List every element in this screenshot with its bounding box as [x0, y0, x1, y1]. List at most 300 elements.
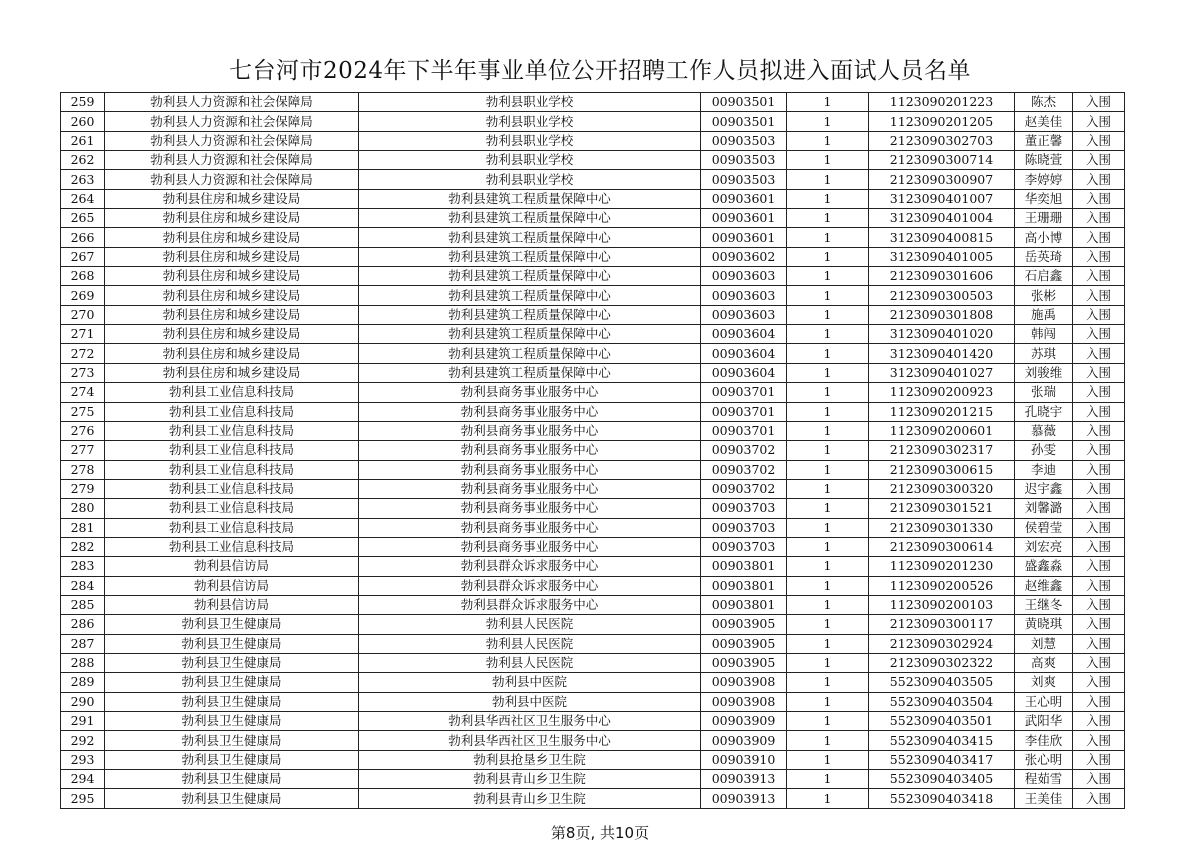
- cell-department: 勃利县信访局: [105, 557, 359, 576]
- cell-unit: 勃利县商务事业服务中心: [359, 402, 701, 421]
- cell-position-code: 00903913: [701, 770, 787, 789]
- cell-unit: 勃利县建筑工程质量保障中心: [359, 305, 701, 324]
- cell-department: 勃利县信访局: [105, 576, 359, 595]
- table-row: [61, 402, 1125, 421]
- table-row: [61, 479, 1125, 498]
- cell-exam-number: 1123090201215: [869, 402, 1015, 421]
- table-row: [61, 131, 1125, 150]
- cell-department: 勃利县人力资源和社会保障局: [105, 93, 359, 112]
- page-number: 第8页, 共10页: [550, 824, 650, 842]
- cell-exam-number: 1123090200526: [869, 576, 1015, 595]
- cell-quota: 1: [787, 228, 869, 247]
- cell-exam-number: 5523090403504: [869, 692, 1015, 711]
- cell-unit: 勃利县商务事业服务中心: [359, 499, 701, 518]
- cell-seq: 267: [61, 247, 105, 266]
- cell-position-code: 00903601: [701, 228, 787, 247]
- cell-quota: 1: [787, 460, 869, 479]
- cell-position-code: 00903603: [701, 305, 787, 324]
- cell-exam-number: 3123090401007: [869, 189, 1015, 208]
- cell-result: 入围: [1073, 460, 1125, 479]
- cell-seq: 285: [61, 595, 105, 614]
- cell-position-code: 00903905: [701, 634, 787, 653]
- table-row: [61, 247, 1125, 266]
- cell-seq: 284: [61, 576, 105, 595]
- cell-name: 李佳欣: [1015, 731, 1073, 750]
- cell-unit: 勃利县人民医院: [359, 653, 701, 672]
- cell-position-code: 00903503: [701, 170, 787, 189]
- cell-name: 武阳华: [1015, 712, 1073, 731]
- cell-unit: 勃利县人民医院: [359, 615, 701, 634]
- cell-position-code: 00903604: [701, 325, 787, 344]
- cell-name: 盛鑫淼: [1015, 557, 1073, 576]
- cell-seq: 262: [61, 151, 105, 170]
- cell-department: 勃利县卫生健康局: [105, 692, 359, 711]
- cell-name: 刘馨潞: [1015, 499, 1073, 518]
- cell-quota: 1: [787, 673, 869, 692]
- cell-exam-number: 2123090300320: [869, 479, 1015, 498]
- table-row: [61, 170, 1125, 189]
- table-row: [61, 344, 1125, 363]
- cell-name: 王珊珊: [1015, 209, 1073, 228]
- cell-unit: 勃利县商务事业服务中心: [359, 518, 701, 537]
- cell-result: 入围: [1073, 402, 1125, 421]
- table-row: [61, 460, 1125, 479]
- cell-seq: 292: [61, 731, 105, 750]
- candidate-table: [60, 92, 1125, 809]
- cell-unit: 勃利县建筑工程质量保障中心: [359, 325, 701, 344]
- cell-result: 入围: [1073, 383, 1125, 402]
- cell-department: 勃利县工业信息科技局: [105, 421, 359, 440]
- cell-result: 入围: [1073, 518, 1125, 537]
- cell-exam-number: 1123090200923: [869, 383, 1015, 402]
- cell-seq: 279: [61, 479, 105, 498]
- cell-result: 入围: [1073, 615, 1125, 634]
- cell-exam-number: 2123090300714: [869, 151, 1015, 170]
- table-row: [61, 595, 1125, 614]
- cell-position-code: 00903801: [701, 557, 787, 576]
- cell-unit: 勃利县群众诉求服务中心: [359, 576, 701, 595]
- cell-department: 勃利县住房和城乡建设局: [105, 209, 359, 228]
- cell-department: 勃利县住房和城乡建设局: [105, 228, 359, 247]
- cell-seq: 286: [61, 615, 105, 634]
- cell-exam-number: 3123090401027: [869, 363, 1015, 382]
- cell-unit: 勃利县群众诉求服务中心: [359, 595, 701, 614]
- cell-quota: 1: [787, 576, 869, 595]
- cell-department: 勃利县住房和城乡建设局: [105, 267, 359, 286]
- cell-seq: 291: [61, 712, 105, 731]
- cell-position-code: 00903701: [701, 383, 787, 402]
- cell-quota: 1: [787, 93, 869, 112]
- cell-position-code: 00903601: [701, 209, 787, 228]
- cell-exam-number: 1123090200601: [869, 421, 1015, 440]
- cell-quota: 1: [787, 770, 869, 789]
- cell-result: 入围: [1073, 209, 1125, 228]
- cell-name: 高小博: [1015, 228, 1073, 247]
- cell-unit: 勃利县商务事业服务中心: [359, 441, 701, 460]
- table-row: [61, 518, 1125, 537]
- cell-quota: 1: [787, 518, 869, 537]
- cell-position-code: 00903501: [701, 93, 787, 112]
- table-row: [61, 363, 1125, 382]
- cell-quota: 1: [787, 189, 869, 208]
- cell-name: 孔晓宇: [1015, 402, 1073, 421]
- cell-result: 入围: [1073, 286, 1125, 305]
- cell-unit: 勃利县职业学校: [359, 93, 701, 112]
- cell-name: 刘爽: [1015, 673, 1073, 692]
- table-row: [61, 112, 1125, 131]
- cell-name: 黄晓琪: [1015, 615, 1073, 634]
- cell-seq: 259: [61, 93, 105, 112]
- cell-name: 张瑞: [1015, 383, 1073, 402]
- cell-seq: 270: [61, 305, 105, 324]
- cell-quota: 1: [787, 151, 869, 170]
- cell-seq: 281: [61, 518, 105, 537]
- cell-result: 入围: [1073, 731, 1125, 750]
- cell-name: 岳英琦: [1015, 247, 1073, 266]
- table-row: [61, 692, 1125, 711]
- cell-quota: 1: [787, 402, 869, 421]
- cell-result: 入围: [1073, 112, 1125, 131]
- cell-seq: 275: [61, 402, 105, 421]
- cell-quota: 1: [787, 499, 869, 518]
- cell-unit: 勃利县中医院: [359, 692, 701, 711]
- table-row: [61, 750, 1125, 769]
- cell-name: 陈晓萱: [1015, 151, 1073, 170]
- cell-department: 勃利县卫生健康局: [105, 789, 359, 808]
- cell-seq: 288: [61, 653, 105, 672]
- cell-exam-number: 2123090300117: [869, 615, 1015, 634]
- cell-position-code: 00903503: [701, 151, 787, 170]
- cell-quota: 1: [787, 615, 869, 634]
- table-row: [61, 228, 1125, 247]
- cell-position-code: 00903703: [701, 499, 787, 518]
- cell-name: 王继冬: [1015, 595, 1073, 614]
- cell-name: 王心明: [1015, 692, 1073, 711]
- cell-name: 韩闯: [1015, 325, 1073, 344]
- cell-position-code: 00903702: [701, 479, 787, 498]
- table-row: [61, 209, 1125, 228]
- cell-quota: 1: [787, 750, 869, 769]
- cell-exam-number: 5523090403418: [869, 789, 1015, 808]
- cell-department: 勃利县工业信息科技局: [105, 537, 359, 556]
- cell-name: 张彬: [1015, 286, 1073, 305]
- cell-seq: 274: [61, 383, 105, 402]
- cell-department: 勃利县住房和城乡建设局: [105, 363, 359, 382]
- cell-result: 入围: [1073, 595, 1125, 614]
- cell-quota: 1: [787, 247, 869, 266]
- cell-department: 勃利县住房和城乡建设局: [105, 325, 359, 344]
- cell-seq: 273: [61, 363, 105, 382]
- cell-exam-number: 3123090400815: [869, 228, 1015, 247]
- cell-seq: 269: [61, 286, 105, 305]
- cell-exam-number: 2123090300615: [869, 460, 1015, 479]
- cell-department: 勃利县住房和城乡建设局: [105, 286, 359, 305]
- cell-department: 勃利县信访局: [105, 595, 359, 614]
- table-row: [61, 731, 1125, 750]
- table-row: [61, 557, 1125, 576]
- cell-exam-number: 2123090301521: [869, 499, 1015, 518]
- cell-department: 勃利县工业信息科技局: [105, 402, 359, 421]
- cell-result: 入围: [1073, 228, 1125, 247]
- cell-result: 入围: [1073, 151, 1125, 170]
- cell-department: 勃利县人力资源和社会保障局: [105, 170, 359, 189]
- table-row: [61, 770, 1125, 789]
- cell-exam-number: 2123090301606: [869, 267, 1015, 286]
- cell-position-code: 00903702: [701, 441, 787, 460]
- cell-position-code: 00903703: [701, 518, 787, 537]
- cell-unit: 勃利县抢垦乡卫生院: [359, 750, 701, 769]
- cell-unit: 勃利县职业学校: [359, 131, 701, 150]
- cell-quota: 1: [787, 634, 869, 653]
- table-row: [61, 615, 1125, 634]
- cell-unit: 勃利县商务事业服务中心: [359, 383, 701, 402]
- cell-unit: 勃利县职业学校: [359, 151, 701, 170]
- cell-position-code: 00903603: [701, 286, 787, 305]
- cell-result: 入围: [1073, 344, 1125, 363]
- cell-quota: 1: [787, 267, 869, 286]
- cell-result: 入围: [1073, 712, 1125, 731]
- cell-quota: 1: [787, 595, 869, 614]
- cell-result: 入围: [1073, 634, 1125, 653]
- cell-position-code: 00903701: [701, 402, 787, 421]
- cell-result: 入围: [1073, 770, 1125, 789]
- cell-seq: 272: [61, 344, 105, 363]
- cell-unit: 勃利县建筑工程质量保障中心: [359, 344, 701, 363]
- cell-exam-number: 2123090300907: [869, 170, 1015, 189]
- cell-exam-number: 3123090401420: [869, 344, 1015, 363]
- cell-exam-number: 1123090201205: [869, 112, 1015, 131]
- table-row: [61, 576, 1125, 595]
- cell-unit: 勃利县职业学校: [359, 170, 701, 189]
- cell-department: 勃利县住房和城乡建设局: [105, 189, 359, 208]
- cell-exam-number: 5523090403417: [869, 750, 1015, 769]
- cell-unit: 勃利县建筑工程质量保障中心: [359, 228, 701, 247]
- cell-department: 勃利县卫生健康局: [105, 673, 359, 692]
- cell-exam-number: 2123090302703: [869, 131, 1015, 150]
- cell-seq: 277: [61, 441, 105, 460]
- cell-seq: 280: [61, 499, 105, 518]
- cell-unit: 勃利县华西社区卫生服务中心: [359, 731, 701, 750]
- cell-unit: 勃利县人民医院: [359, 634, 701, 653]
- cell-unit: 勃利县建筑工程质量保障中心: [359, 363, 701, 382]
- cell-name: 陈杰: [1015, 93, 1073, 112]
- cell-quota: 1: [787, 479, 869, 498]
- cell-position-code: 00903905: [701, 615, 787, 634]
- cell-unit: 勃利县建筑工程质量保障中心: [359, 267, 701, 286]
- cell-result: 入围: [1073, 363, 1125, 382]
- cell-quota: 1: [787, 209, 869, 228]
- cell-department: 勃利县住房和城乡建设局: [105, 247, 359, 266]
- cell-position-code: 00903604: [701, 344, 787, 363]
- cell-department: 勃利县工业信息科技局: [105, 460, 359, 479]
- cell-exam-number: 3123090401005: [869, 247, 1015, 266]
- cell-position-code: 00903702: [701, 460, 787, 479]
- cell-department: 勃利县住房和城乡建设局: [105, 344, 359, 363]
- cell-quota: 1: [787, 712, 869, 731]
- cell-exam-number: 5523090403505: [869, 673, 1015, 692]
- cell-seq: 290: [61, 692, 105, 711]
- cell-position-code: 00903908: [701, 692, 787, 711]
- cell-position-code: 00903909: [701, 712, 787, 731]
- table-row: [61, 305, 1125, 324]
- cell-department: 勃利县工业信息科技局: [105, 518, 359, 537]
- cell-department: 勃利县卫生健康局: [105, 731, 359, 750]
- cell-seq: 287: [61, 634, 105, 653]
- cell-result: 入围: [1073, 692, 1125, 711]
- cell-result: 入围: [1073, 170, 1125, 189]
- cell-result: 入围: [1073, 789, 1125, 808]
- cell-name: 王美佳: [1015, 789, 1073, 808]
- cell-position-code: 00903603: [701, 267, 787, 286]
- cell-unit: 勃利县华西社区卫生服务中心: [359, 712, 701, 731]
- cell-department: 勃利县人力资源和社会保障局: [105, 151, 359, 170]
- cell-name: 施禹: [1015, 305, 1073, 324]
- cell-exam-number: 2123090300614: [869, 537, 1015, 556]
- cell-quota: 1: [787, 383, 869, 402]
- cell-name: 刘宏亮: [1015, 537, 1073, 556]
- cell-exam-number: 2123090301330: [869, 518, 1015, 537]
- cell-quota: 1: [787, 170, 869, 189]
- table-row: [61, 383, 1125, 402]
- cell-department: 勃利县卫生健康局: [105, 750, 359, 769]
- cell-unit: 勃利县群众诉求服务中心: [359, 557, 701, 576]
- cell-quota: 1: [787, 557, 869, 576]
- table-row: [61, 286, 1125, 305]
- cell-seq: 283: [61, 557, 105, 576]
- cell-department: 勃利县卫生健康局: [105, 770, 359, 789]
- table-row: [61, 634, 1125, 653]
- cell-result: 入围: [1073, 247, 1125, 266]
- cell-quota: 1: [787, 344, 869, 363]
- cell-unit: 勃利县建筑工程质量保障中心: [359, 286, 701, 305]
- cell-result: 入围: [1073, 267, 1125, 286]
- cell-position-code: 00903501: [701, 112, 787, 131]
- cell-name: 李婷婷: [1015, 170, 1073, 189]
- cell-position-code: 00903602: [701, 247, 787, 266]
- table-row: [61, 712, 1125, 731]
- cell-unit: 勃利县职业学校: [359, 112, 701, 131]
- table-body: [61, 93, 1125, 809]
- cell-result: 入围: [1073, 131, 1125, 150]
- cell-name: 赵维鑫: [1015, 576, 1073, 595]
- cell-position-code: 00903801: [701, 595, 787, 614]
- cell-seq: 261: [61, 131, 105, 150]
- cell-department: 勃利县卫生健康局: [105, 634, 359, 653]
- cell-position-code: 00903503: [701, 131, 787, 150]
- cell-exam-number: 1123090201230: [869, 557, 1015, 576]
- cell-result: 入围: [1073, 576, 1125, 595]
- cell-exam-number: 3123090401004: [869, 209, 1015, 228]
- cell-seq: 294: [61, 770, 105, 789]
- cell-quota: 1: [787, 305, 869, 324]
- cell-seq: 264: [61, 189, 105, 208]
- cell-exam-number: 2123090300503: [869, 286, 1015, 305]
- cell-result: 入围: [1073, 750, 1125, 769]
- cell-position-code: 00903910: [701, 750, 787, 769]
- cell-result: 入围: [1073, 673, 1125, 692]
- table-row: [61, 93, 1125, 112]
- table-row: [61, 789, 1125, 808]
- cell-result: 入围: [1073, 557, 1125, 576]
- cell-result: 入围: [1073, 479, 1125, 498]
- cell-result: 入围: [1073, 421, 1125, 440]
- cell-seq: 278: [61, 460, 105, 479]
- cell-seq: 266: [61, 228, 105, 247]
- cell-seq: 271: [61, 325, 105, 344]
- cell-exam-number: 2123090301808: [869, 305, 1015, 324]
- cell-unit: 勃利县商务事业服务中心: [359, 460, 701, 479]
- cell-result: 入围: [1073, 537, 1125, 556]
- cell-seq: 263: [61, 170, 105, 189]
- cell-position-code: 00903908: [701, 673, 787, 692]
- cell-position-code: 00903909: [701, 731, 787, 750]
- table-row: [61, 673, 1125, 692]
- cell-seq: 282: [61, 537, 105, 556]
- cell-exam-number: 3123090401020: [869, 325, 1015, 344]
- cell-position-code: 00903604: [701, 363, 787, 382]
- cell-quota: 1: [787, 653, 869, 672]
- table-row: [61, 151, 1125, 170]
- cell-department: 勃利县人力资源和社会保障局: [105, 131, 359, 150]
- cell-name: 孙雯: [1015, 441, 1073, 460]
- cell-result: 入围: [1073, 189, 1125, 208]
- cell-exam-number: 5523090403501: [869, 712, 1015, 731]
- cell-seq: 289: [61, 673, 105, 692]
- cell-department: 勃利县工业信息科技局: [105, 479, 359, 498]
- cell-unit: 勃利县建筑工程质量保障中心: [359, 189, 701, 208]
- cell-unit: 勃利县中医院: [359, 673, 701, 692]
- cell-quota: 1: [787, 731, 869, 750]
- cell-exam-number: 1123090201223: [869, 93, 1015, 112]
- cell-department: 勃利县卫生健康局: [105, 615, 359, 634]
- cell-department: 勃利县工业信息科技局: [105, 499, 359, 518]
- cell-department: 勃利县人力资源和社会保障局: [105, 112, 359, 131]
- cell-seq: 295: [61, 789, 105, 808]
- cell-position-code: 00903701: [701, 421, 787, 440]
- cell-name: 慕薇: [1015, 421, 1073, 440]
- document-title: 七台河市2024年下半年事业单位公开招聘工作人员拟进入面试人员名单: [228, 58, 972, 84]
- cell-quota: 1: [787, 421, 869, 440]
- cell-seq: 260: [61, 112, 105, 131]
- cell-department: 勃利县卫生健康局: [105, 712, 359, 731]
- cell-name: 华奕旭: [1015, 189, 1073, 208]
- cell-department: 勃利县卫生健康局: [105, 653, 359, 672]
- cell-unit: 勃利县青山乡卫生院: [359, 770, 701, 789]
- table-row: [61, 537, 1125, 556]
- cell-position-code: 00903801: [701, 576, 787, 595]
- table-row: [61, 441, 1125, 460]
- cell-unit: 勃利县商务事业服务中心: [359, 421, 701, 440]
- cell-name: 张心明: [1015, 750, 1073, 769]
- cell-exam-number: 2123090302924: [869, 634, 1015, 653]
- cell-quota: 1: [787, 789, 869, 808]
- cell-unit: 勃利县建筑工程质量保障中心: [359, 247, 701, 266]
- table-row: [61, 325, 1125, 344]
- cell-exam-number: 1123090200103: [869, 595, 1015, 614]
- cell-quota: 1: [787, 692, 869, 711]
- cell-name: 迟宇鑫: [1015, 479, 1073, 498]
- cell-department: 勃利县工业信息科技局: [105, 383, 359, 402]
- cell-result: 入围: [1073, 325, 1125, 344]
- cell-seq: 293: [61, 750, 105, 769]
- cell-name: 苏琪: [1015, 344, 1073, 363]
- cell-quota: 1: [787, 441, 869, 460]
- cell-position-code: 00903905: [701, 653, 787, 672]
- cell-position-code: 00903913: [701, 789, 787, 808]
- cell-seq: 265: [61, 209, 105, 228]
- table-row: [61, 499, 1125, 518]
- cell-name: 石启鑫: [1015, 267, 1073, 286]
